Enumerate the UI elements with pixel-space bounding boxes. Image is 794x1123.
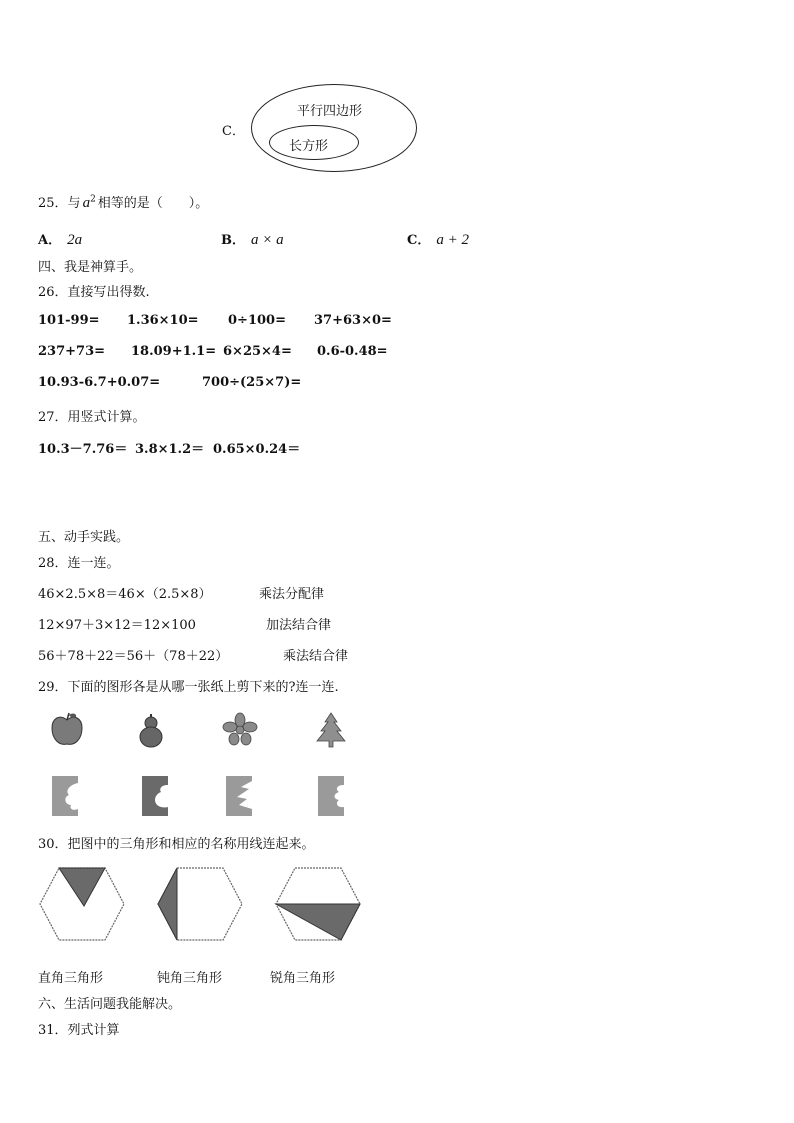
hexagon-right-triangle-figure[interactable]	[38, 866, 126, 942]
q27-item-2: 3.8×1.2＝	[135, 442, 205, 457]
q25-base: a	[82, 195, 91, 211]
q26-title: 26．直接写出得数.	[38, 285, 150, 300]
q28-left-1[interactable]: 46×2.5×8＝46×（2.5×8）	[38, 587, 212, 602]
section-6-heading: 六、生活问题我能解决。	[38, 997, 182, 1012]
q26-r2-c4: 0.6-0.48=	[317, 344, 388, 359]
q26-r1-c1: 101-99=	[38, 313, 100, 328]
q25-option-c-label: C．	[407, 233, 431, 248]
q27-item-1: 10.3－7.76＝	[38, 442, 128, 457]
q26-r2-c3: 6×25×4=	[223, 344, 292, 359]
hexagon-acute-triangle-figure[interactable]	[274, 866, 362, 942]
q26-r2-c2: 18.09+1.1=	[131, 344, 217, 359]
parallelogram-label: 平行四边形	[297, 104, 363, 119]
q26-r1-c4: 37+63×0=	[314, 313, 392, 328]
paper-wavy-cut-icon[interactable]	[317, 775, 345, 817]
q28-left-2[interactable]: 12×97＋3×12＝12×100	[38, 618, 196, 633]
q25-option-a[interactable]	[38, 229, 82, 249]
q25-exponent: 2	[90, 194, 96, 205]
tree-shape-icon[interactable]	[316, 712, 346, 748]
paper-zigzag-cut-icon[interactable]	[225, 775, 253, 817]
paper-gourd-cut-icon[interactable]	[141, 775, 169, 817]
flower-shape-icon[interactable]	[222, 712, 258, 746]
q30-name-acute-triangle[interactable]: 锐角三角形	[270, 971, 336, 986]
option-c-label: C．	[222, 124, 245, 139]
q29-title: 29．下面的图形各是从哪一张纸上剪下来的?连一连.	[38, 680, 339, 695]
q25-stem-after: 相等的是（ ）。	[97, 196, 209, 211]
q26-r1-c3: 0÷100=	[228, 313, 286, 328]
q28-title: 28．连一连。	[38, 556, 120, 571]
q30-name-obtuse-triangle[interactable]: 钝角三角形	[157, 971, 223, 986]
q25-stem	[38, 192, 208, 212]
q30-title: 30．把图中的三角形和相应的名称用线连起来。	[38, 837, 315, 852]
q26-r1-c2: 1.36×10=	[127, 313, 199, 328]
paper-leaf-cut-icon[interactable]	[51, 775, 79, 817]
section-5-heading: 五、动手实践。	[38, 530, 130, 545]
q25-option-a-label: A．	[38, 233, 62, 248]
q25-option-b[interactable]	[221, 229, 284, 249]
q26-r2-c1: 237+73=	[38, 344, 106, 359]
q25-option-c-value: a + 2	[436, 232, 469, 248]
q28-left-3[interactable]: 56＋78＋22＝56＋（78＋22）	[38, 649, 229, 664]
q25-stem-before: 与	[67, 196, 81, 211]
q28-right-3[interactable]: 乘法结合律	[283, 649, 349, 664]
q25-option-b-label: B．	[221, 233, 245, 248]
q27-item-3: 0.65×0.24＝	[213, 442, 301, 457]
q25-option-c[interactable]	[407, 229, 469, 249]
section-4-heading: 四、我是神算手。	[38, 260, 143, 275]
gourd-shape-icon[interactable]	[138, 712, 164, 748]
q25-option-b-value: a × a	[251, 232, 284, 248]
q26-r3-c2: 700÷(25×7)=	[202, 375, 302, 390]
q27-title: 27．用竖式计算。	[38, 410, 146, 425]
rectangle-label: 长方形	[289, 139, 329, 154]
q28-right-2[interactable]: 加法结合律	[266, 618, 332, 633]
q26-r3-c1: 10.93-6.7+0.07=	[38, 375, 161, 390]
q25-number: 25．	[38, 196, 68, 211]
q28-right-1[interactable]: 乘法分配律	[259, 587, 325, 602]
q30-name-right-triangle[interactable]: 直角三角形	[38, 971, 104, 986]
apple-shape-icon[interactable]	[50, 712, 84, 748]
hexagon-obtuse-triangle-figure[interactable]	[156, 866, 244, 942]
q25-option-a-value: 2a	[67, 232, 83, 248]
q31-title: 31．列式计算	[38, 1023, 120, 1038]
